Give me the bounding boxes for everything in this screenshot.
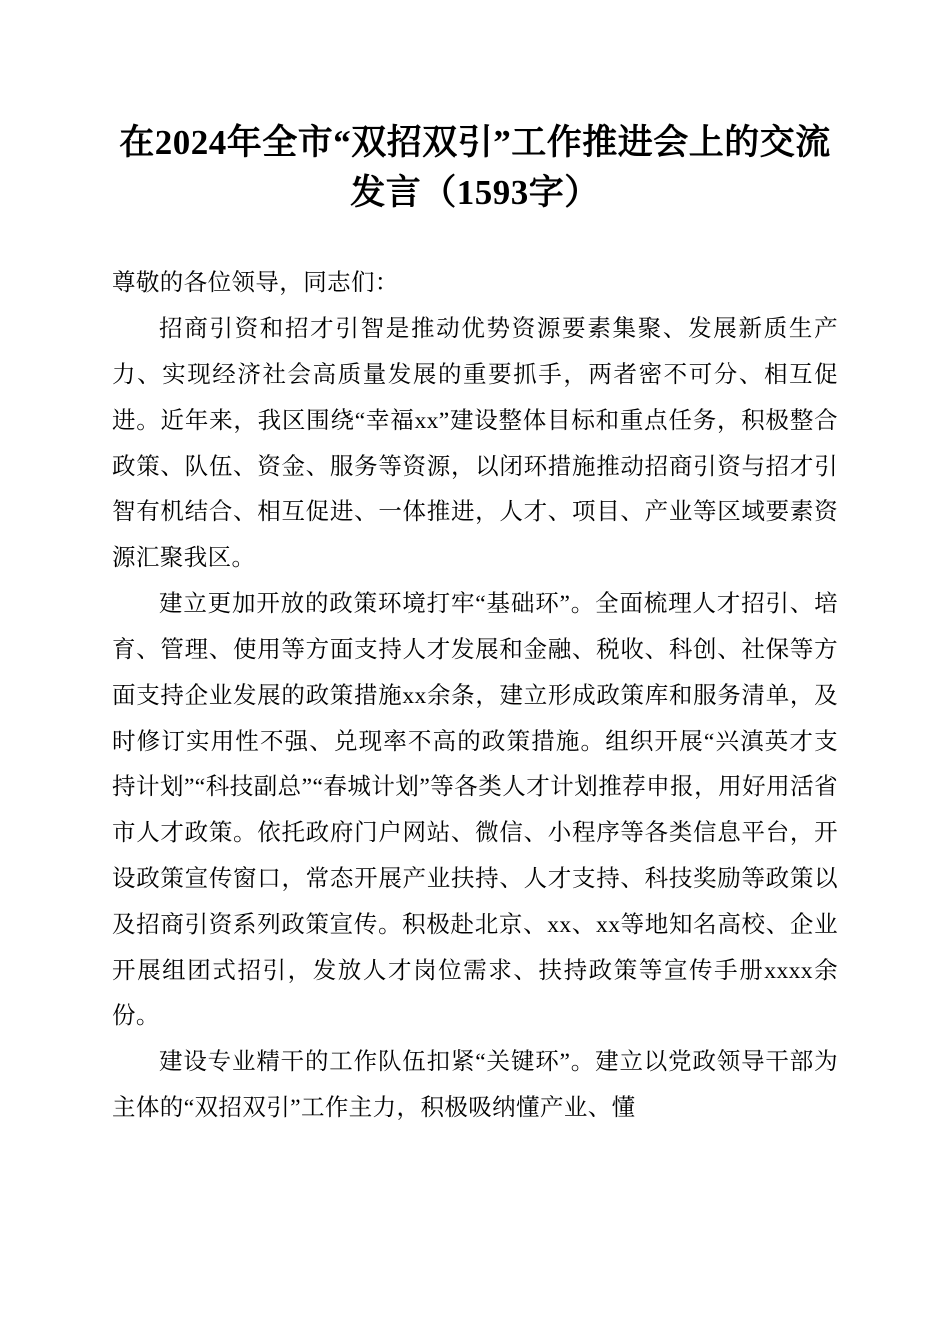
body-paragraph-1: 招商引资和招才引智是推动优势资源要素集聚、发展新质生产力、实现经济社会高质量发展的重要抓手，两者密不可分、相互促进。近年来，我区围绕“幸福xx”建设整体目标和重点任务，积极整合政策、队伍、资金、服务等资源，以闭环措施推动招商引资与招才引智有机结合、相互促进、一体推进，人才、项目、产业等区域要素资源汇聚我区。 [112, 316, 838, 572]
body-paragraph-2: 建立更加开放的政策环境打牢“基础环”。全面梳理人才招引、培育、管理、使用等方面支持人才发展和金融、税收、科创、社保等方面支持企业发展的政策措施xx余条，建立形成政策库和服务清单，及时修订实用性不强、兑现率不高的政策措施。组织开展“兴滇英才支持计划”“科技副总”“春城计划”等各类人才计划推荐申报，用好用活省市人才政策。依托政府门户网站、微信、小程序等各类信息平台，开设政策宣传窗口，常态开展产业扶持、人才支持、科技奖励等政策以及招商引资系列政策宣传。积极赴北京、xx、xx等地知名高校、企业开展组团式招引，发放人才岗位需求、扶持政策等宣传手册xxxx余份。 [112, 591, 838, 1030]
page-title: 在2024年全市“双招双引”工作推进会上的交流发言（1593字） [119, 123, 831, 212]
salutation-line: 尊敬的各位领导，同志们： [112, 270, 399, 297]
body-paragraph-3: 建设专业精干的工作队伍扣紧“关键环”。建立以党政领导干部为主体的“双招双引”工作主力，积极吸纳懂产业、懂 [112, 1049, 838, 1121]
